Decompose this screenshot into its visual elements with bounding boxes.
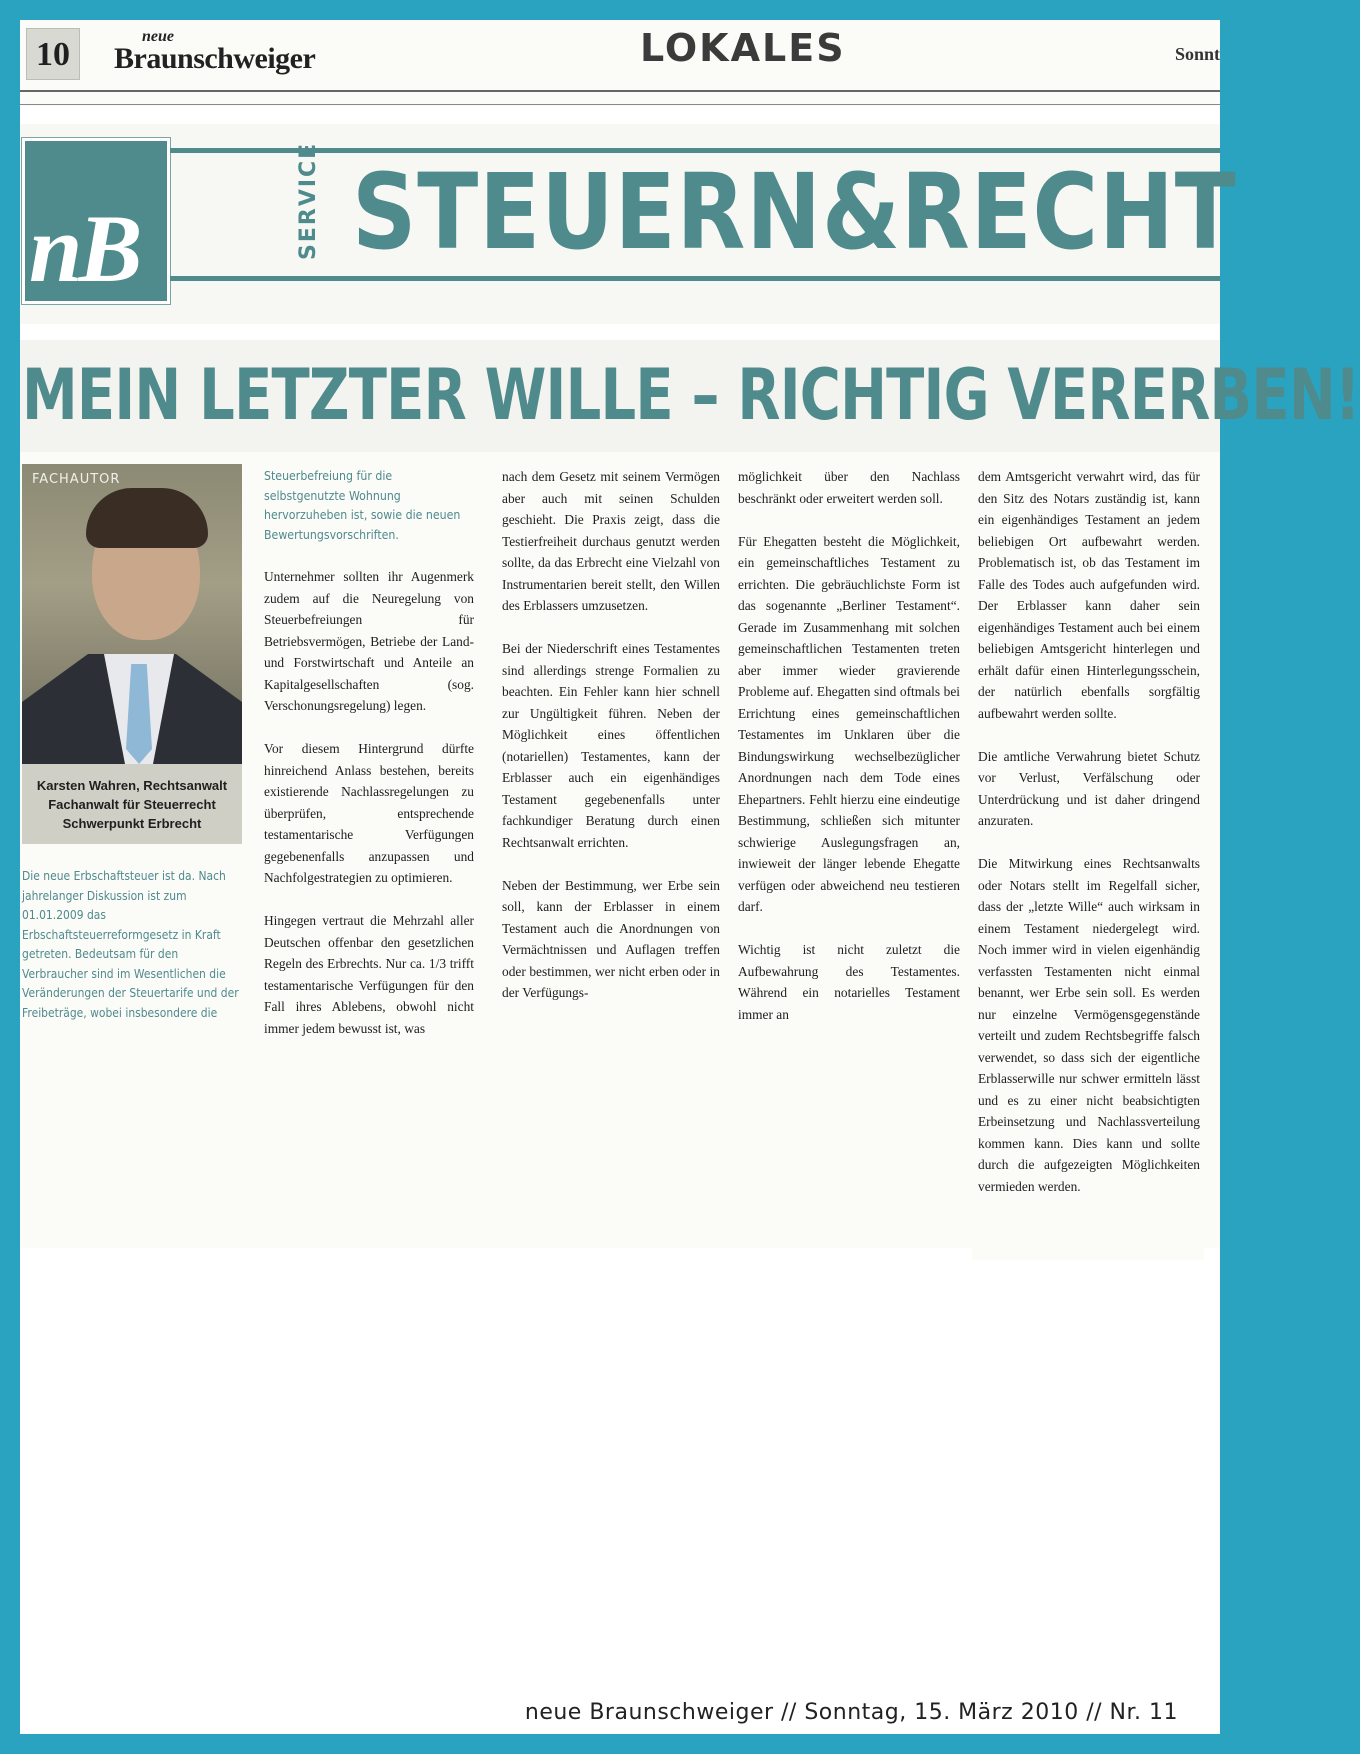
banner-title: STEUERN&RECHT [352,151,1237,273]
photo-hair-shape [86,488,208,548]
article-column-1 [264,466,474,1039]
banner-rule-bottom [170,276,1220,281]
masthead-title: Braunschweiger [114,42,316,75]
section-name: LOKALES [640,26,846,70]
page-header [20,20,1220,106]
page-number: 10 [26,28,80,80]
masthead-small: neue [142,28,174,45]
newspaper-page [20,20,1360,1734]
author-caption [22,764,242,844]
masthead [114,30,315,74]
paragraph: Unternehmer sollten ihr Augenmerk zudem auf die Neuregelung von Steuerbefreiungen für Betriebsvermögen, Betriebe der Land- und Forstwirtschaft und Anteile an Kapitalgesellschaften (sog. Verschonungsregelung) legen. [264,569,474,713]
header-rule-thin [20,104,1220,105]
caption-line: Schwerpunkt Erbrecht [62,816,202,831]
paragraph: Bei der Niederschrift eines Testamentes sind allerdings strenge Formalien zu beachten. Ein Fehler kann hier schnell zur Ungültigkeit führen. Neben der Möglichkeit eines öffentlichen (notariellen) Testamentes, kann der Erblasser auch ein eigenhändiges Testament gegebenenfalls unter fachkundiger Beratung durch einen Rechtsanwalt errichten. [502,641,720,850]
photo-tag: FACHAUTOR [32,472,121,487]
banner-service-label: SERVICE [296,141,321,260]
paragraph: Die amtliche Verwahrung bietet Schutz vor Verlust, Verfälschung oder Unterdrückung und ist daher dringend anzuraten. [978,748,1200,828]
paragraph: dem Amtsgericht verwahrt wird, das für den Sitz des Notars zuständig ist, kann ein eigenhändiges Testament an jedem beliebigen Ort aufbewahrt werden. Problematisch ist, ob das Testament im Falle des Todes auch aufgefunden wird. Der Erblasser kann daher sein eigenhändiges Testament auch bei einem beliebigen Amtsgericht hinterlegen und erhält dafür einen Hinterlegungsschein, der natürlich ebenfalls sorgfältig aufbewahrt werden sollte. [978,469,1200,721]
author-photo [22,464,242,764]
page-footer: neue Braunschweiger // Sonntag, 15. März 2010 // Nr. 11 [524,1700,1178,1725]
article-intro: Die neue Erbschaftsteuer ist da. Nach jahrelanger Diskussion ist zum 01.01.2009 das Erbschaftsteuerreformgesetz in Kraft getreten. Bedeutsam für den Verbraucher sind im Wesentlichen die Veränderungen der Steuertarife und der Freibeträge, wobei insbesondere die [22,868,239,1020]
header-date-fragment: Sonnt [1174,44,1220,64]
paragraph: Neben der Bestimmung, wer Erbe sein soll, kann der Erblasser in einem Testament auch die Anordnungen von Vermächtnissen und Auflagen treffen oder bestimmen, wer nicht erben oder in der Verfügungs- [502,877,720,1000]
nb-logo-text: nB [29,195,139,302]
article-column-2 [502,466,720,1004]
article-column-3 [738,466,960,1025]
nb-logo [22,138,170,304]
paragraph: nach dem Gesetz mit seinem Vermögen aber auch mit seinen Schulden geschieht. Die Praxis zeigt, dass die Testierfreiheit durchaus genutzt werden sollte, da das Erbrecht eine Vielzahl von Instrumentarien bereit stellt, den Willen des Erblassers umzusetzen. [502,469,720,613]
paragraph: Hingegen vertraut die Mehrzahl aller Deutschen offenbar den gesetzlichen Regeln des Erbrechts. Nur ca. 1/3 trifft testamentarische Verfügungen für den Fall ihres Ablebens, obwohl nicht immer jedem bewusst ist, was [264,913,474,1036]
article-headline: MEIN LETZTER WILLE – RICHTIG VERERBEN! [22,354,1360,436]
paragraph: Für Ehegatten besteht die Möglichkeit, ein gemeinschaftliches Testament zu errichten. Die gebräuchlichste Form ist das sogenannte „Berliner Testament“. Gerade im Zusammenhang mit solchen gemeinschaftlichen Testamenten treten aber immer wieder gravierende Probleme auf. Ehegatten sind oftmals bei Errichtung eines gemeinschaftlichen Testamentes im Unklaren über die Bindungswirkung wechselbezüglicher Anordnungen nach dem Tode eines Ehepartners. Fehlt hierzu eine eindeutige Bestimmung, schließen sich mitunter schwierige Auslegungsfragen an, inwieweit der länger lebende Ehegatte verfügen oder abweichend neu testieren darf. [738,533,960,914]
paragraph: Wichtig ist nicht zuletzt die Aufbewahrung des Testamentes. Während ein notarielles Testament immer an [738,942,960,1022]
paragraph: möglichkeit über den Nachlass beschränkt oder erweitert werden soll. [738,469,960,506]
header-rule [20,90,1220,92]
article-column-4 [978,466,1200,1197]
caption-line: Fachanwalt für Steuerrecht [48,797,216,812]
paragraph: Vor diesem Hintergrund dürfte hinreichend Anlass bestehen, bereits existierende Nachlassregelungen zu überprüfen, entsprechende testamentarische Verfügungen gegebenenfalls anzupassen und Nachfolgestrategien zu optimieren. [264,741,474,885]
caption-line: Karsten Wahren, Rechtsanwalt [36,778,228,793]
paragraph: Die Mitwirkung eines Rechtsanwalts oder Notars stellt im Regelfall sicher, dass der „letzte Wille“ auch wirksam in einem Testament niedergelegt wird. Noch immer wird in vielen eigenhändig verfassten Testamenten nicht einmal benannt, wer Erbe sein soll. Es werden nur einzelne Vermögensgegenstände verteilt und zudem Rechtsbegriffe falsch verwendet, so dass sich der eigentliche Erblasserwille nur schwer ermitteln lässt und es zu einer nicht beabsichtigten Erbeinsetzung und Nachlassverteilung kommen kann. Dies kann und sollte durch die aufgezeigten Möglichkeiten vermieden werden. [978,856,1200,1194]
column-1-lead: Steuerbefreiung für die selbstgenutzte Wohnung hervorzuheben ist, sowie die neuen Bewertungsvorschriften. [264,468,461,542]
